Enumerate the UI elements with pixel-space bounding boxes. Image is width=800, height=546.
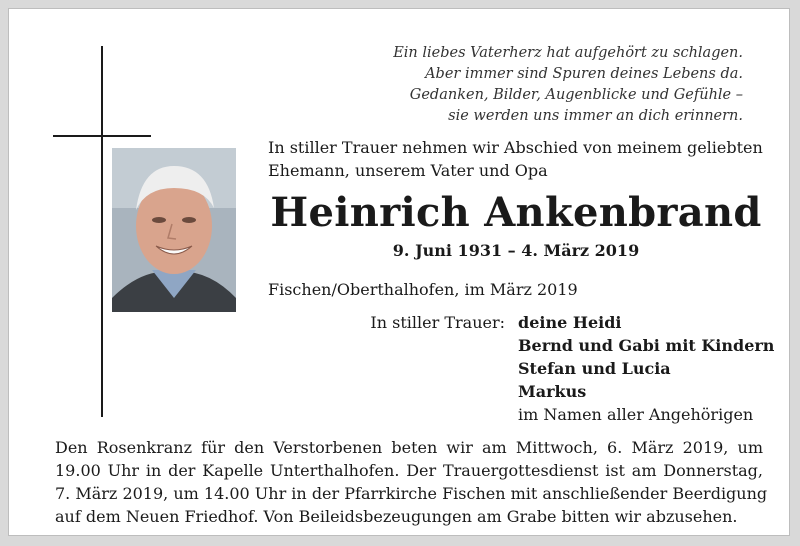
portrait-photo-image [112, 148, 236, 312]
mourners-list [518, 311, 774, 426]
service-details [55, 436, 768, 528]
footer-line: Den Rosenkranz für den Verstorbenen beten wir am Mittwoch, 6. März 2019, um [55, 438, 763, 457]
place-date: Fischen/Oberthalhofen, im März 2019 [268, 280, 578, 299]
mourner-name: Markus [518, 382, 587, 401]
deceased-name: Heinrich Ankenbrand [270, 189, 762, 236]
mourner-name: deine Heidi [518, 313, 622, 332]
cross-icon [101, 46, 103, 417]
poem-line: sie werden uns immer an dich erinnern. [448, 108, 743, 124]
intro-line: Ehemann, unserem Vater und Opa [268, 161, 548, 180]
mourners-closing: im Namen aller Angehörigen [518, 405, 754, 424]
intro-text [268, 136, 763, 182]
obituary-card [8, 8, 790, 536]
mourner-name: Stefan und Lucia [518, 359, 671, 378]
mourners-label: In stiller Trauer: [370, 313, 505, 332]
poem-line: Gedanken, Bilder, Augenblicke und Gefühle – [409, 87, 743, 103]
poem-line: Ein liebes Vaterherz hat aufgehört zu schlagen. [393, 45, 743, 61]
footer-line: 7. März 2019, um 14.00 Uhr in der Pfarrkirche Fischen mit anschließender Beerdigung [55, 484, 768, 503]
mourner-name: Bernd und Gabi mit Kindern [518, 336, 775, 355]
life-dates: 9. Juni 1931 – 4. März 2019 [392, 241, 640, 260]
poem [363, 43, 743, 127]
footer-line: auf dem Neuen Friedhof. Von Beileidsbezeugungen am Grabe bitten wir abzusehen. [55, 507, 738, 526]
footer-line: 19.00 Uhr in der Kapelle Unterthalhofen. Der Trauergottesdienst ist am Donnerstag, [55, 461, 763, 480]
poem-line: Aber immer sind Spuren deines Lebens da. [425, 66, 743, 82]
portrait-photo [112, 148, 236, 312]
cross-icon-bar [53, 135, 151, 137]
intro-line: In stiller Trauer nehmen wir Abschied von meinem geliebten [268, 138, 763, 157]
